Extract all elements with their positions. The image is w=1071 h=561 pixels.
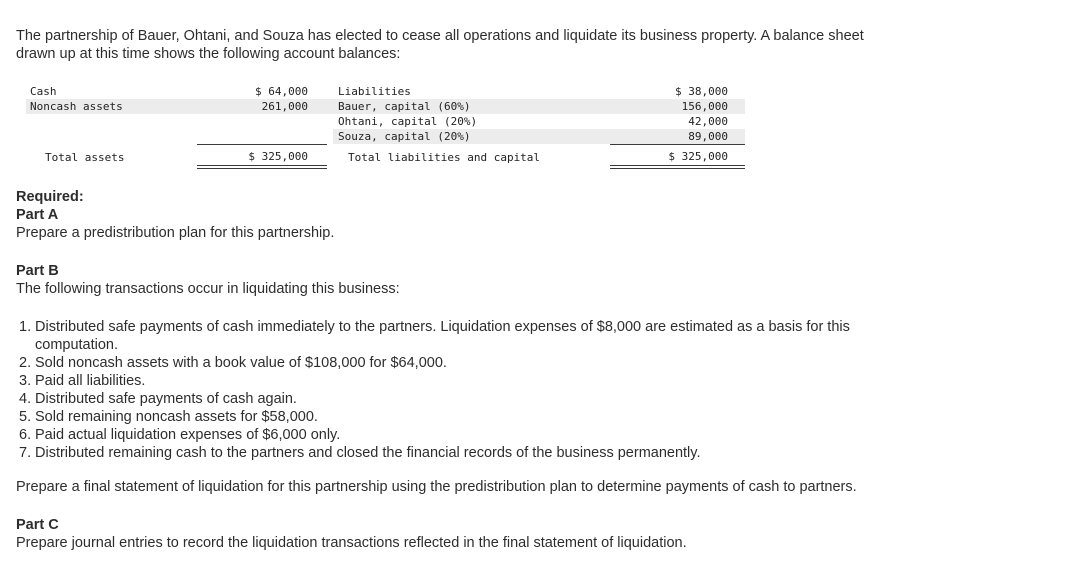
ohtani-capital-label: Ohtani, capital (20%): [338, 115, 478, 128]
bauer-capital-label: Bauer, capital (60%): [338, 100, 471, 113]
list-item: Paid all liabilities.: [35, 373, 146, 389]
part-c-heading: Part C: [16, 517, 59, 533]
list-item: Distributed safe payments of cash immediately to the partners. Liquidation expenses of $8,000 are estimated as a basis for this: [35, 319, 850, 335]
total-assets-label: Total assets: [45, 151, 125, 164]
list-item: Sold noncash assets with a book value of $108,000 for $64,000.: [35, 355, 447, 371]
part-b-intro: The following transactions occur in liquidating this business:: [16, 281, 400, 297]
list-item-number: 7.: [19, 445, 32, 461]
souza-capital-value: 89,000: [688, 130, 728, 143]
bauer-capital-value: 156,000: [681, 100, 728, 113]
total-assets-value: $ 325,000: [248, 150, 308, 163]
part-b-closing: Prepare a final statement of liquidation for this partnership using the predistribution plan to determine payments of cash to partners.: [16, 479, 857, 495]
double-rule-left-2: [197, 168, 327, 169]
required-heading: Required:: [16, 189, 84, 205]
part-b-heading: Part B: [16, 263, 59, 279]
cash-label: Cash: [30, 85, 57, 98]
noncash-assets-label: Noncash assets: [30, 100, 123, 113]
list-item-number: 2.: [19, 355, 32, 371]
noncash-assets-value: 261,000: [261, 100, 308, 113]
list-item-number: 6.: [19, 427, 32, 443]
double-rule-left-1: [197, 165, 327, 166]
list-item: Distributed safe payments of cash again.: [35, 391, 297, 407]
total-liabilities-capital-label: Total liabilities and capital: [348, 151, 541, 164]
intro-line-2: drawn up at this time shows the following account balances:: [16, 46, 401, 62]
list-item-number: 1.: [19, 319, 32, 335]
part-c-text: Prepare journal entries to record the liquidation transactions reflected in the final statement of liquidation.: [16, 535, 687, 551]
list-item: Sold remaining noncash assets for $58,000.: [35, 409, 318, 425]
total-liabilities-capital-value: $ 325,000: [668, 150, 728, 163]
intro-line-1: The partnership of Bauer, Ohtani, and Souza has elected to cease all operations and liquidate its business property. A balance sheet: [16, 28, 864, 44]
double-rule-right-2: [610, 168, 745, 169]
liabilities-label: Liabilities: [338, 85, 411, 98]
cash-value: $ 64,000: [255, 85, 308, 98]
ohtani-capital-value: 42,000: [688, 115, 728, 128]
liabilities-value: $ 38,000: [675, 85, 728, 98]
list-item: Paid actual liquidation expenses of $6,000 only.: [35, 427, 341, 443]
list-item-number: 4.: [19, 391, 32, 407]
part-a-text: Prepare a predistribution plan for this partnership.: [16, 225, 335, 241]
double-rule-right-1: [610, 165, 745, 166]
list-item: Distributed remaining cash to the partners and closed the financial records of the business permanently.: [35, 445, 701, 461]
subtotal-rule-left: [197, 144, 327, 145]
list-item-continuation: computation.: [35, 337, 119, 353]
list-item-number: 3.: [19, 373, 32, 389]
subtotal-rule-right: [610, 144, 745, 145]
souza-capital-label: Souza, capital (20%): [338, 130, 471, 143]
part-a-heading: Part A: [16, 207, 59, 223]
list-item-number: 5.: [19, 409, 32, 425]
